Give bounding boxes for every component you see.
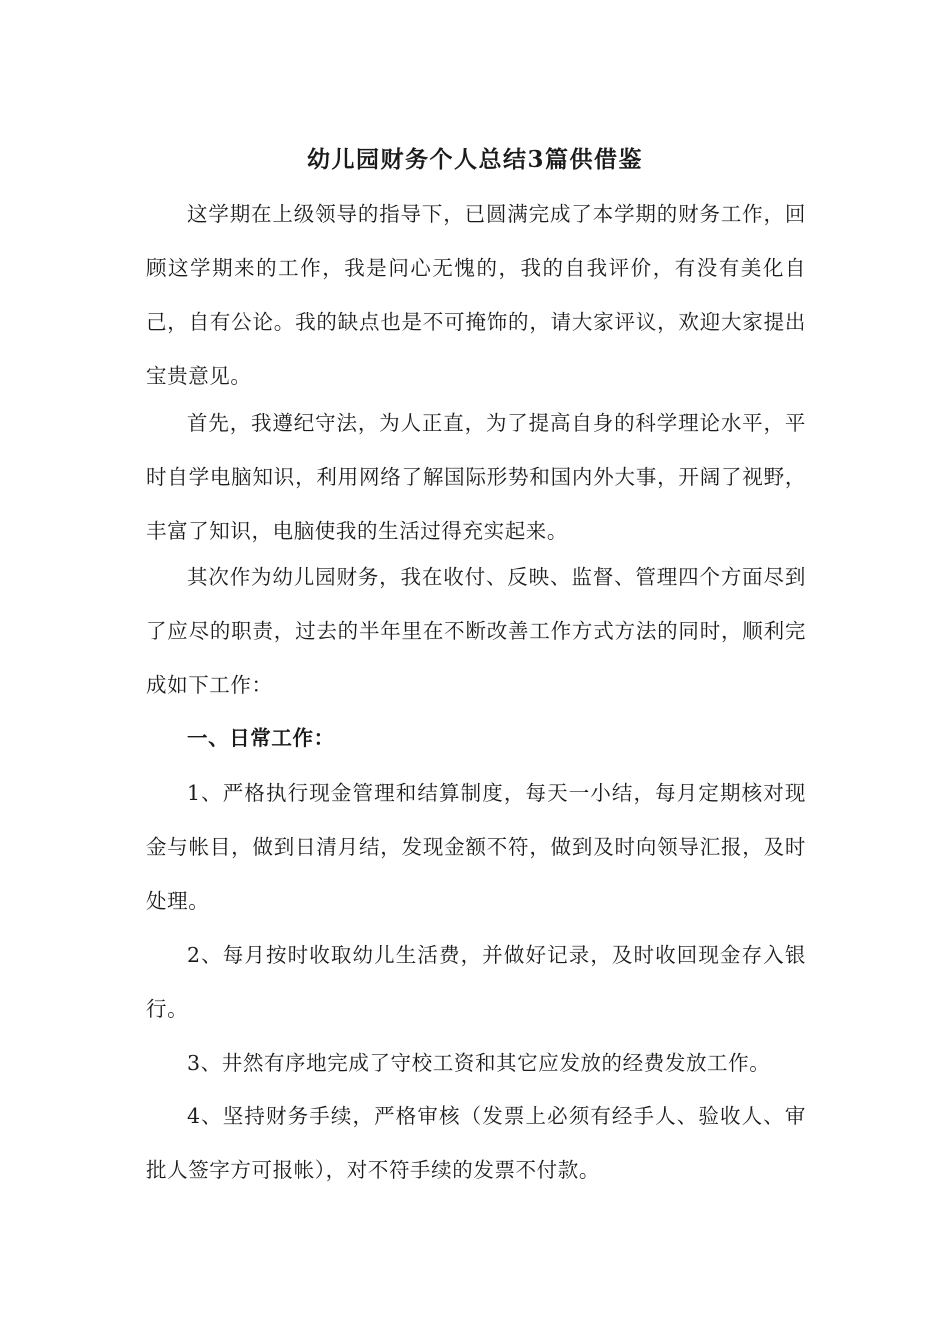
- paragraph-first: 首先，我遵纪守法，为人正直，为了提高自身的科学理论水平，平时自学电脑知识，利用网络了解国际形势和国内外大事，开阔了视野，丰富了知识，电脑使我的生活过得充实起来。: [146, 411, 806, 543]
- document-title: 幼儿园财务个人总结3篇供借鉴: [306, 146, 643, 173]
- list-item-2: 2、每月按时收取幼儿生活费，并做好记录，及时收回现金存入银行。: [146, 943, 806, 1021]
- list-item-3: 3、井然有序地完成了守校工资和其它应发放的经费发放工作。: [187, 1051, 771, 1075]
- paragraph-second: 其次作为幼儿园财务，我在收付、反映、监督、管理四个方面尽到了应尽的职责，过去的半年里在不断改善工作方式方法的同时，顺利完成如下工作：: [146, 565, 806, 697]
- list-item-4: 4、坚持财务手续，严格审核（发票上必须有经手人、验收人、审批人签字方可报帐），对不符手续的发票不付款。: [146, 1104, 806, 1182]
- section-heading-daily-work: 一、日常工作：: [187, 726, 335, 750]
- paragraph-intro: 这学期在上级领导的指导下，已圆满完成了本学期的财务工作，回顾这学期来的工作，我是问心无愧的，我的自我评价，有没有美化自己，自有公论。我的缺点也是不可掩饰的，请大家评议，欢迎大家提出宝贵意见。: [146, 202, 806, 388]
- list-item-1: 1、严格执行现金管理和结算制度，每天一小结，每月定期核对现金与帐目，做到日清月结，发现金额不符，做到及时向领导汇报，及时处理。: [146, 781, 806, 913]
